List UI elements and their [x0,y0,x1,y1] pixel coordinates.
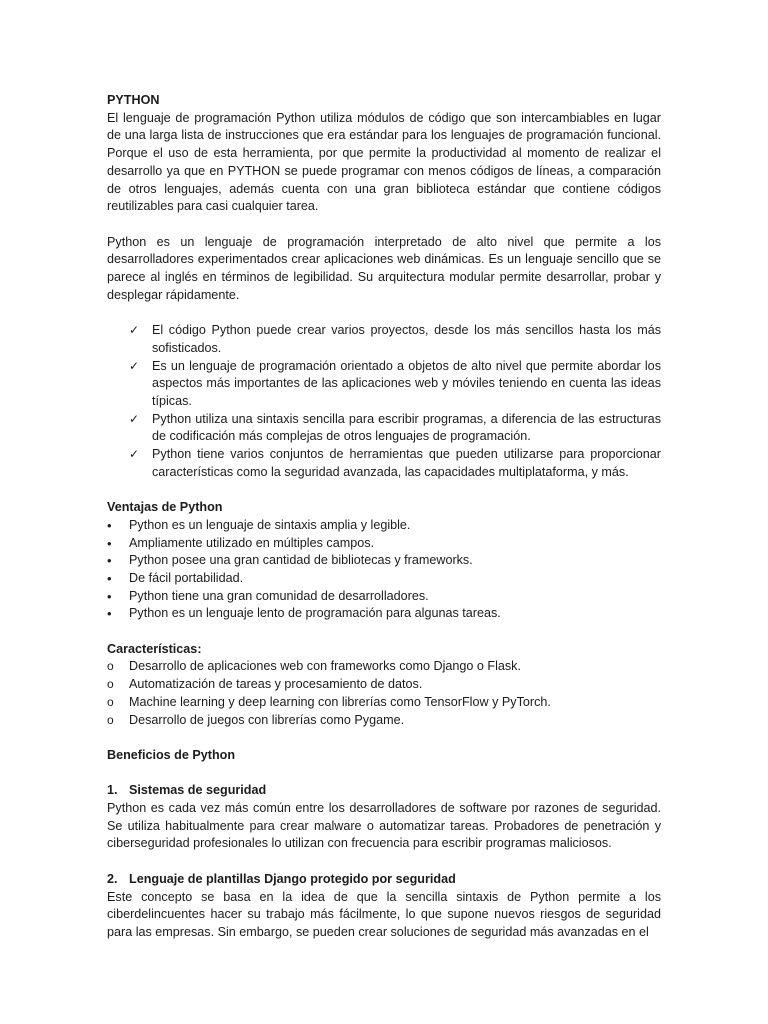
bullet-dot-icon: • [107,517,112,533]
section-title: Sistemas de seguridad [129,783,267,798]
bullet-dot-icon: • [107,570,112,586]
list-item: • Ampliamente utilizado en múltiples campos. [107,535,374,551]
ventajas-heading: Ventajas de Python [107,500,223,515]
bullet-circle-icon: o [107,677,114,692]
bullet-circle-icon: o [107,659,114,674]
section-2-body: Este concepto se basa en la idea de que la sencilla sintaxis de Python permite a los ciberdelincuentes hacer su trabajo más fácilmente, lo que supone nuevos riesgos de seguridad para las empresas. Sin embargo, se pueden crear soluciones de seguridad más avanzadas en el [107,889,661,939]
checkmark-icon: ✓ [129,358,140,373]
beneficios-heading: Beneficios de Python [107,747,236,762]
list-item: • Python es un lenguaje de sintaxis amplia y legible. [107,517,411,533]
bullet-dot-icon: • [107,535,112,551]
section-number: 1. [107,783,118,798]
section-number: 2. [107,871,118,886]
list-item: • De fácil portabilidad. [107,570,244,586]
section-1-heading [107,782,661,800]
list-item: o Desarrollo de juegos con librerías como Pygame. [107,712,661,730]
list-item: o Machine learning y deep learning con librerías como TensorFlow y PyTorch. [107,694,661,712]
list-item: • Python es un lenguaje lento de programación para algunas tareas. [107,606,501,622]
section-1-body: Python es cada vez más común entre los desarrolladores de software por razones de seguridad. Se utiliza habitualmente para crear malware o automatizar tareas. Probadores de penetración y ciberseguridad profesionales lo utilizan con frecuencia para escribir programas maliciosos. [107,801,661,851]
section-title: Lenguaje de plantillas Django protegido por seguridad [129,871,456,886]
bullet-circle-icon: o [107,712,114,727]
bullet-dot-icon: • [107,588,112,604]
bullet-circle-icon: o [107,694,114,709]
ventajas-list [107,517,661,623]
checklist-item: ✓ Es un lenguaje de programación orientado a objetos de alto nivel que permite abordar los aspectos más importantes de las aplicaciones web y móviles teniendo en cuenta las ideas típicas. [129,358,661,408]
checklist-item: ✓ El código Python puede crear varios proyectos, desde los más sencillos hasta los más sofisticados. [129,323,661,355]
list-item: o Desarrollo de aplicaciones web con frameworks como Django o Flask. [107,658,661,676]
list-item: • Python posee una gran cantidad de bibliotecas y frameworks. [107,553,473,569]
list-item: • Python tiene una gran comunidad de desarrolladores. [107,588,429,604]
caracteristicas-heading: Características: [107,641,202,656]
bullet-dot-icon: • [107,553,112,569]
checkmark-icon: ✓ [129,447,140,462]
section-2-heading [107,871,661,889]
list-item: o Automatización de tareas y procesamiento de datos. [107,676,661,694]
checklist-item: ✓ Python tiene varios conjuntos de herramientas que pueden utilizarse para proporcionar características como la seguridad avanzada, las capacidades multiplataforma, y más. [129,447,661,479]
checklist-item: ✓ Python utiliza una sintaxis sencilla para escribir programas, a diferencia de las estructuras de codificación más complejas de otros lenguajes de programación. [129,411,661,444]
checklist [107,322,661,481]
checkmark-icon: ✓ [129,411,140,426]
document-title: PYTHON [107,93,160,107]
intro-paragraph-2: Python es un lenguaje de programación interpretado de alto nivel que permite a los desarrolladores experimentados crear aplicaciones web dinámicas. Es un lenguaje sencillo que se parece al inglés en términos de legibilidad. Su arquitectura modular permite desarrollar, probar y desplegar rápidamente. [107,234,661,302]
checkmark-icon: ✓ [129,323,140,338]
intro-paragraph-1: El lenguaje de programación Python utiliza módulos de código que son intercambiables en lugar de una larga lista de instrucciones que era estándar para los lenguajes de programación funcional. Porque el uso de esta herramienta, por que permite la productividad al momento de realizar el desarrollo ya que en PYTHON se puede programar con menos códigos de líneas, a comparación de otros lenguajes, además cuenta con una gran biblioteca estándar que contiene códigos reutilizables para casi cualquier tarea. [107,110,661,214]
bullet-dot-icon: • [107,606,112,622]
caracteristicas-list [107,658,661,729]
